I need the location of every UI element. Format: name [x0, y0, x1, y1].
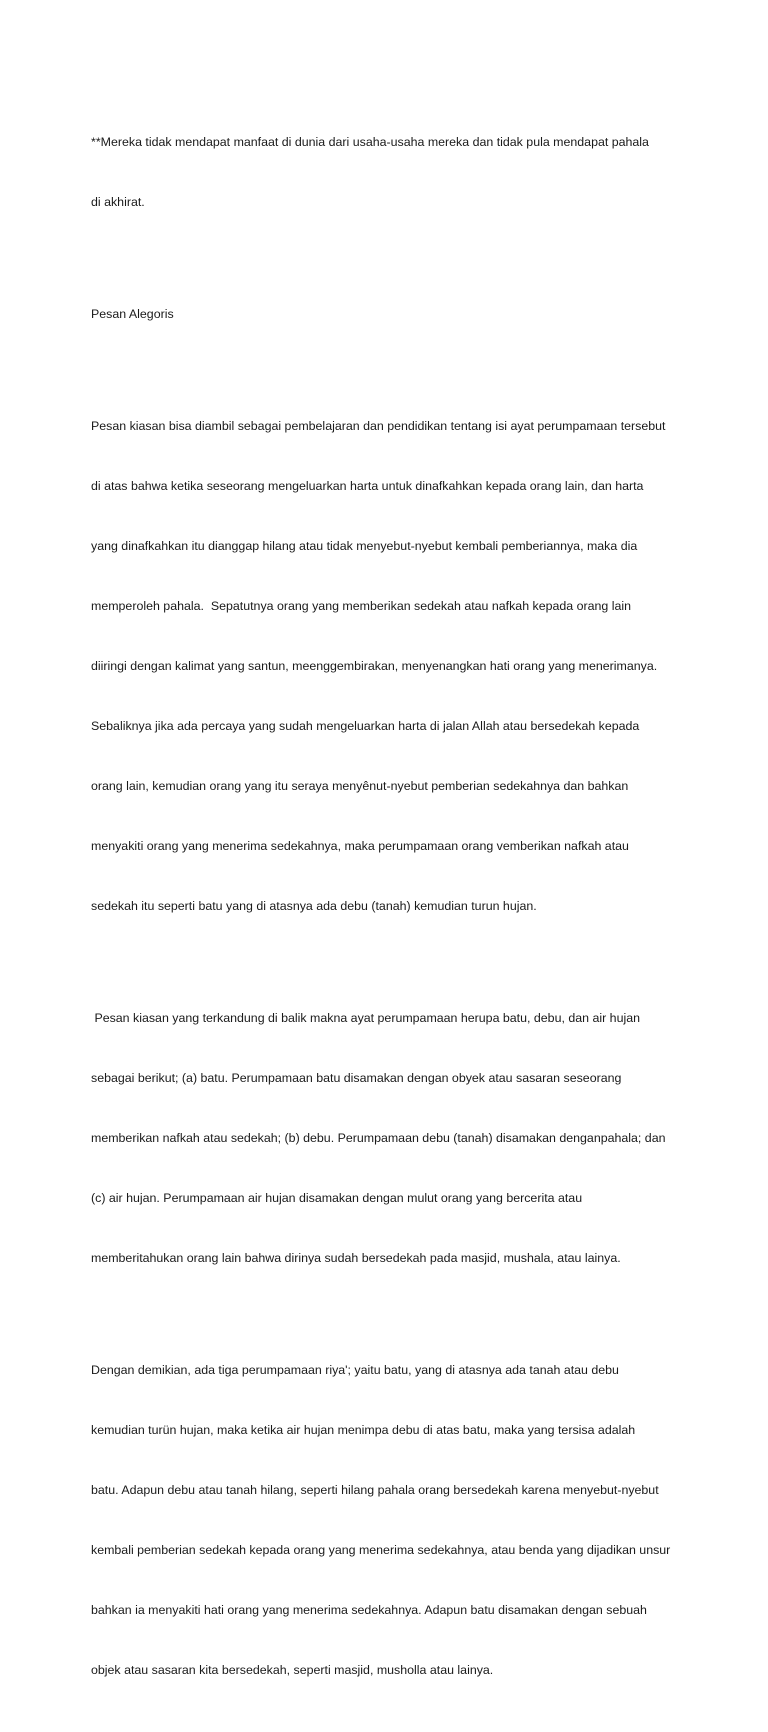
text-line: di atas bahwa ketika seseorang mengeluarkan harta untuk dinafkahkan kepada orang lain, dan harta: [91, 479, 644, 493]
heading-text: Pesan Alegoris: [91, 307, 174, 321]
text-line: bahkan ia menyakiti hati orang yang menerima sedekahnya. Adapun batu disamakan dengan sebuah: [91, 1603, 647, 1617]
paragraph-footnote: [91, 92, 681, 252]
text-line: Pesan kiasan bisa diambil sebagai pembelajaran dan pendidikan tentang isi ayat perumpamaan tersebut: [91, 419, 666, 433]
paragraph-body: [91, 376, 681, 956]
text-line: menyakiti orang yang menerima sedekahnya, maka perumpamaan orang vemberikan nafkah atau: [91, 839, 629, 853]
section-heading: [91, 264, 681, 364]
text-line: di akhirat.: [91, 195, 145, 209]
document-body: [91, 92, 681, 1732]
text-line: batu. Adapun debu atau tanah hilang, seperti hilang pahala orang bersedekah karena menyebut-nyebut: [91, 1483, 659, 1497]
text-line: **Mereka tidak mendapat manfaat di dunia dari usaha-usaha mereka dan tidak pula mendapat pahala: [91, 135, 649, 149]
text-line: kemudian turün hujan, maka ketika air hujan menimpa debu di atas batu, maka yang tersisa adalah: [91, 1423, 636, 1437]
text-line: orang lain, kemudian orang yang itu seraya menyênut-nyebut pemberian sedekahnya dan bahkan: [91, 779, 629, 793]
text-line: objek atau sasaran kita bersedekah, seperti masjid, musholla atau lainya.: [91, 1663, 494, 1677]
paragraph-body: [91, 1320, 681, 1720]
text-line: memberitahukan orang lain bahwa dirinya sudah bersedekah pada masjid, mushala, atau lainya.: [91, 1251, 621, 1265]
text-line: (c) air hujan. Perumpamaan air hujan disamakan dengan mulut orang yang bercerita atau: [91, 1191, 583, 1205]
text-line: memperoleh pahala. Sepatutnya orang yang memberikan sedekah atau nafkah kepada orang lain: [91, 599, 632, 613]
text-line: kembali pemberian sedekah kepada orang yang menerima sedekahnya, atau benda yang dijadikan unsur: [91, 1543, 671, 1557]
text-line: Dengan demikian, ada tiga perumpamaan riya'; yaitu batu, yang di atasnya ada tanah atau debu: [91, 1363, 619, 1377]
text-line: memberikan nafkah atau sedekah; (b) debu. Perumpamaan debu (tanah) disamakan denganpahala; dan: [91, 1131, 666, 1145]
text-line: sedekah itu seperti batu yang di atasnya ada debu (tanah) kemudian turun hujan.: [91, 899, 537, 913]
text-line: diiringi dengan kalimat yang santun, meenggembirakan, menyenangkan hati orang yang menerimanya.: [91, 659, 658, 673]
text-line: Pesan kiasan yang terkandung di balik makna ayat perumpamaan herupa batu, debu, dan air hujan: [91, 1011, 640, 1025]
paragraph-body: [91, 968, 681, 1308]
text-line: Sebaliknya jika ada percaya yang sudah mengeluarkan harta di jalan Allah atau bersedekah kepada: [91, 719, 640, 733]
text-line: yang dinafkahkan itu dianggap hilang atau tidak menyebut-nyebut kembali pemberiannya, maka dia: [91, 539, 638, 553]
text-line: sebagai berikut; (a) batu. Perumpamaan batu disamakan dengan obyek atau sasaran seseorang: [91, 1071, 622, 1085]
